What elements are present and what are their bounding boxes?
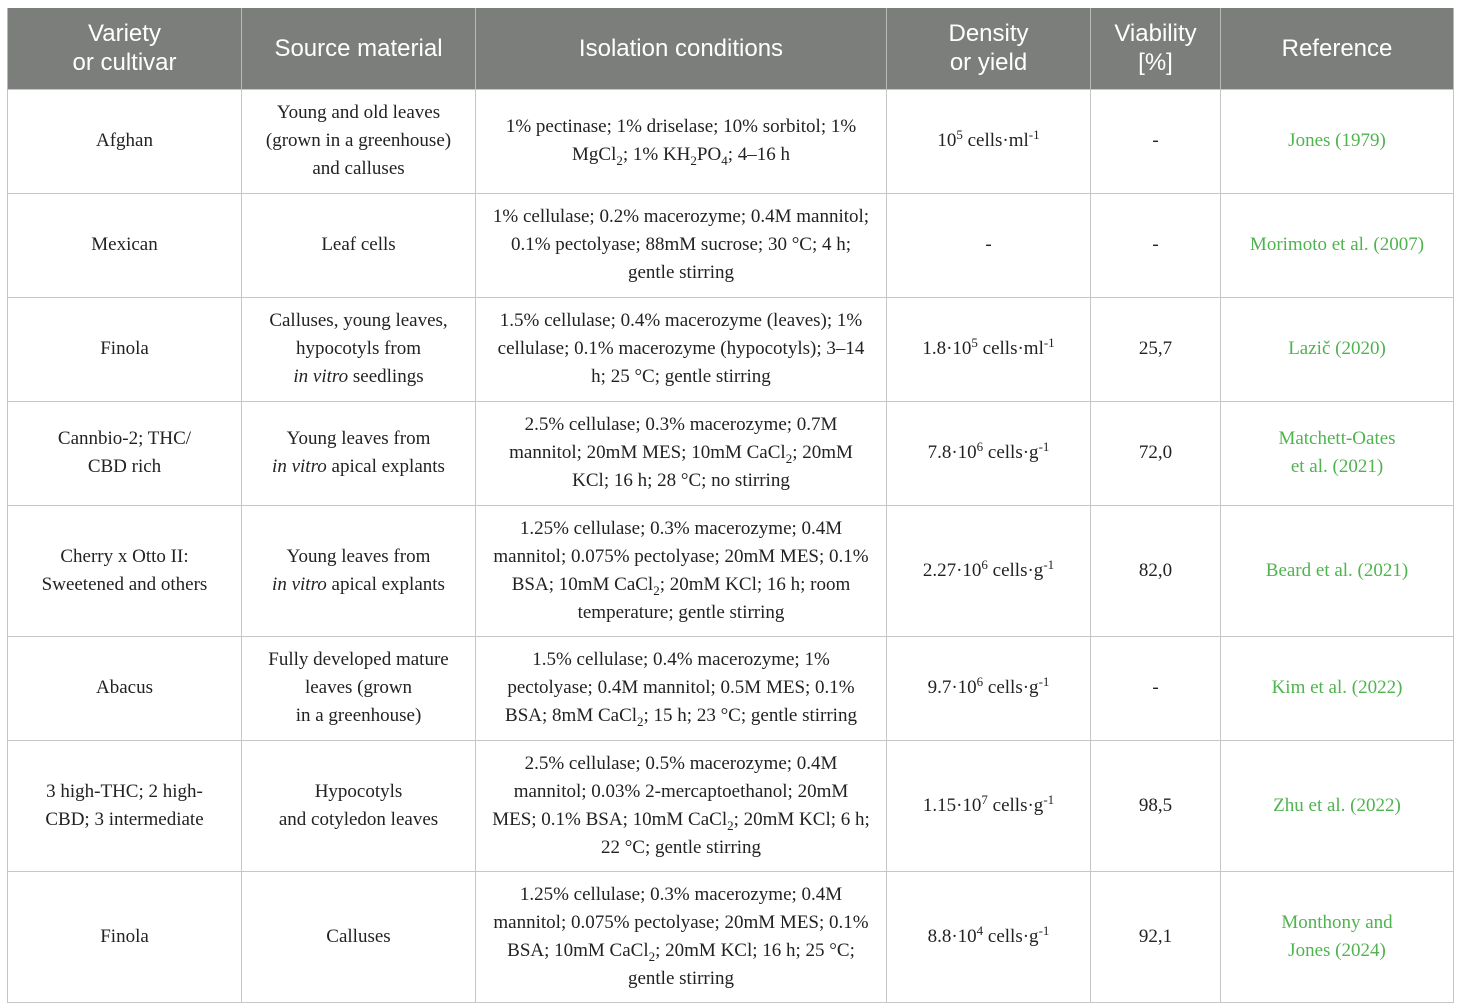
header-reference: Reference xyxy=(1221,8,1454,89)
cell-density: $1.15\cdot 10^7$ $cells\cdot g^{-1}$ xyxy=(887,740,1091,871)
cell-variety: Abacus xyxy=(8,636,242,740)
cell-viability: - xyxy=(1091,193,1221,297)
cell-density: $7.8\cdot 10^6$ $cells\cdot g^{-1}$ xyxy=(887,401,1091,505)
cell-viability: - xyxy=(1091,89,1221,193)
header-density: Density or yield xyxy=(887,8,1091,89)
cell-isolation-conditions: 2.5% cellulase; 0.3% macerozyme; 0.7M mannitol; 20mM MES; 10mM CaCl$_2$; 20mM KCl; 16 h; 28 °C; no stirring xyxy=(476,401,887,505)
cell-source-material: Young leaves from in vitro apical explants xyxy=(242,401,476,505)
cell-isolation-conditions: 1.5% cellulase; 0.4% macerozyme; 1% pectolyase; 0.4M mannitol; 0.5M MES; 0.1% BSA; 8mM CaCl$_2$; 15 h; 23 °C; gentle stirring xyxy=(476,636,887,740)
cell-isolation-conditions: 1.25% cellulase; 0.3% macerozyme; 0.4M mannitol; 0.075% pectolyase; 20mM MES; 0.1% BSA; 10mM CaCl$_2$; 20mM KCl; 16 h; 25 °C; gentle stirring xyxy=(476,871,887,1002)
cell-reference-link[interactable]: Zhu et al. (2022) xyxy=(1221,740,1454,871)
cell-density: $1.8\cdot 10^5$ $cells\cdot ml^{-1}$ xyxy=(887,297,1091,401)
cell-reference-link[interactable]: Morimoto et al. (2007) xyxy=(1221,193,1454,297)
cell-reference-link[interactable]: Matchett-Oates et al. (2021) xyxy=(1221,401,1454,505)
table-row xyxy=(8,401,1454,505)
cell-isolation-conditions: 1% pectinase; 1% driselase; 10% sorbitol; 1% MgCl$_2$; 1% $KH_2PO_4$; 4–16 h xyxy=(476,89,887,193)
cell-isolation-conditions: 1% cellulase; 0.2% macerozyme; 0.4M mannitol; 0.1% pectolyase; 88mM sucrose; 30 °C; 4 h; gentle stirring xyxy=(476,193,887,297)
header-variety: Variety or cultivar xyxy=(8,8,242,89)
cell-viability: 25,7 xyxy=(1091,297,1221,401)
cell-reference-link[interactable]: Beard et al. (2021) xyxy=(1221,505,1454,636)
header-viability: Viability [%] xyxy=(1091,8,1221,89)
cell-source-material: Hypocotyls and cotyledon leaves xyxy=(242,740,476,871)
cell-isolation-conditions: 2.5% cellulase; 0.5% macerozyme; 0.4M mannitol; 0.03% 2-mercaptoethanol; 20mM MES; 0.1% BSA; 10mM CaCl$_2$; 20mM KCl; 6 h; 22 °C; gentle stirring xyxy=(476,740,887,871)
header-isolation-conditions: Isolation conditions xyxy=(476,8,887,89)
cell-source-material: Calluses xyxy=(242,871,476,1002)
cell-viability: 92,1 xyxy=(1091,871,1221,1002)
table-row xyxy=(8,505,1454,636)
table-row xyxy=(8,871,1454,1002)
protoplast-isolation-table xyxy=(7,8,1454,1003)
cell-reference-link[interactable]: Kim et al. (2022) xyxy=(1221,636,1454,740)
cell-isolation-conditions: 1.5% cellulase; 0.4% macerozyme (leaves); 1% cellulase; 0.1% macerozyme (hypocotyls); 3–14 h; 25 °C; gentle stirring xyxy=(476,297,887,401)
table-row xyxy=(8,740,1454,871)
table-row xyxy=(8,297,1454,401)
table-row xyxy=(8,636,1454,740)
table-row xyxy=(8,193,1454,297)
cell-variety: Cannbio-2; THC/ CBD rich xyxy=(8,401,242,505)
cell-variety: Finola xyxy=(8,871,242,1002)
cell-viability: 82,0 xyxy=(1091,505,1221,636)
cell-reference-link[interactable]: Lazič (2020) xyxy=(1221,297,1454,401)
cell-isolation-conditions: 1.25% cellulase; 0.3% macerozyme; 0.4M mannitol; 0.075% pectolyase; 20mM MES; 0.1% BSA; 10mM CaCl$_2$; 20mM KCl; 16 h; room temperature; gentle stirring xyxy=(476,505,887,636)
cell-source-material: Young leaves from in vitro apical explants xyxy=(242,505,476,636)
cell-reference-link[interactable]: Jones (1979) xyxy=(1221,89,1454,193)
cell-variety: Afghan xyxy=(8,89,242,193)
cell-variety: Mexican xyxy=(8,193,242,297)
cell-density: - xyxy=(887,193,1091,297)
cell-source-material: Leaf cells xyxy=(242,193,476,297)
cell-source-material: Calluses, young leaves, hypocotyls from in vitro seedlings xyxy=(242,297,476,401)
cell-variety: 3 high-THC; 2 high- CBD; 3 intermediate xyxy=(8,740,242,871)
cell-source-material: Young and old leaves (grown in a greenhouse) and calluses xyxy=(242,89,476,193)
header-row xyxy=(8,8,1454,89)
table-row xyxy=(8,89,1454,193)
cell-density: $8.8\cdot 10^4$ $cells\cdot g^{-1}$ xyxy=(887,871,1091,1002)
cell-density: $2.27\cdot 10^6$ $cells\cdot g^{-1}$ xyxy=(887,505,1091,636)
cell-density: $10^5$ $cells\cdot ml^{-1}$ xyxy=(887,89,1091,193)
header-source-material: Source material xyxy=(242,8,476,89)
cell-source-material: Fully developed mature leaves (grown in a greenhouse) xyxy=(242,636,476,740)
cell-viability: - xyxy=(1091,636,1221,740)
cell-viability: 72,0 xyxy=(1091,401,1221,505)
cell-reference-link[interactable]: Monthony and Jones (2024) xyxy=(1221,871,1454,1002)
cell-variety: Cherry x Otto II: Sweetened and others xyxy=(8,505,242,636)
cell-viability: 98,5 xyxy=(1091,740,1221,871)
cell-variety: Finola xyxy=(8,297,242,401)
cell-density: $9.7\cdot 10^6$ $cells\cdot g^{-1}$ xyxy=(887,636,1091,740)
